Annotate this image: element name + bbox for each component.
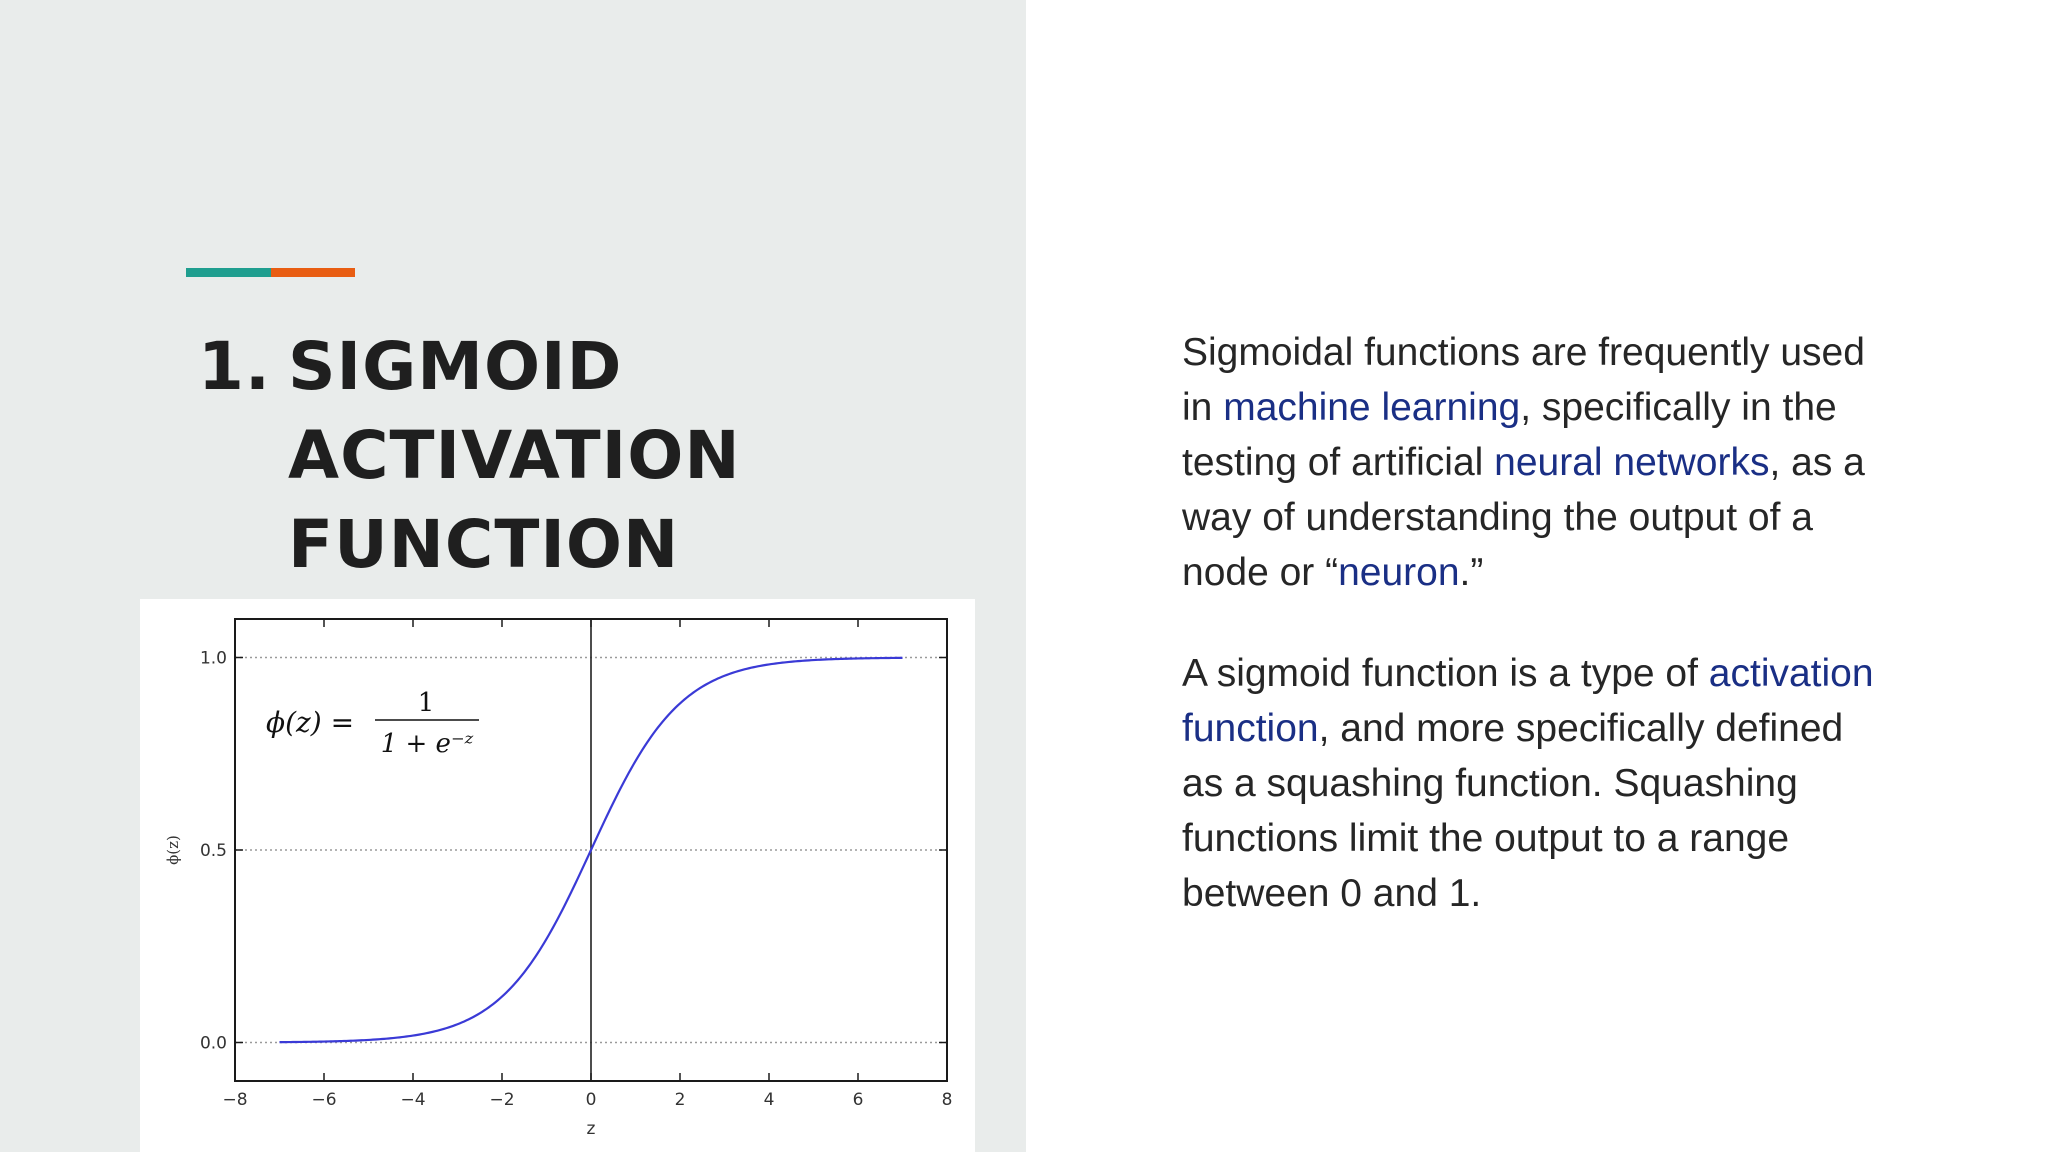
paragraph-1-line-5 xyxy=(1182,545,1922,600)
link-activation-function-cont[interactable]: function xyxy=(1182,707,1319,750)
paragraph-2-line-4 xyxy=(1182,811,1922,866)
text-run: node or “ xyxy=(1182,551,1339,594)
text-run: in xyxy=(1182,386,1224,429)
formula-lhs: ϕ(z) = xyxy=(266,706,355,739)
text-run: functions limit the output to a range xyxy=(1182,817,1790,860)
paragraph-2-line-1 xyxy=(1182,646,1922,701)
text-run: as a squashing function. Squashing xyxy=(1182,762,1798,805)
x-tick-label: 4 xyxy=(763,1090,775,1110)
paragraph-1-line-2 xyxy=(1182,380,1922,435)
formula-numerator: 1 xyxy=(417,688,435,718)
paragraph-2 xyxy=(1182,646,1922,921)
title-line-3: FUNCTION xyxy=(288,506,680,583)
paragraph-2-line-3 xyxy=(1182,756,1922,811)
x-tick-label: −8 xyxy=(222,1090,248,1110)
text-run: way of understanding the output of a xyxy=(1182,496,1813,539)
formula-denominator: 1 + e⁻ᶻ xyxy=(380,729,474,759)
x-tick-label: −2 xyxy=(489,1090,515,1110)
text-run: .” xyxy=(1459,551,1484,594)
link-neural-networks[interactable]: neural networks xyxy=(1494,441,1770,484)
text-run: testing of artificial xyxy=(1182,441,1495,484)
text-run: , as a xyxy=(1769,441,1865,484)
x-tick-label: 0 xyxy=(585,1090,597,1110)
chart-svg xyxy=(140,599,975,1152)
title-line-1: SIGMOID xyxy=(288,328,623,405)
y-axis-label: ϕ(z) xyxy=(164,835,182,865)
x-axis-label: z xyxy=(586,1119,596,1139)
text-run: , and more specifically defined xyxy=(1318,707,1844,750)
slide-title xyxy=(288,322,741,589)
text-run: Sigmoidal functions are frequently used xyxy=(1182,331,1865,374)
text-run: A sigmoid function is a type of xyxy=(1182,652,1709,695)
text-run: , specifically in the xyxy=(1520,386,1837,429)
title-line-2: ACTIVATION xyxy=(288,417,741,494)
link-machine-learning[interactable]: machine learning xyxy=(1223,386,1521,429)
sigmoid-chart xyxy=(140,599,975,1152)
paragraph-1 xyxy=(1182,325,1922,600)
title-number: 1. xyxy=(198,328,271,405)
paragraph-2-line-5 xyxy=(1182,866,1922,921)
y-tick-label: 0.5 xyxy=(199,841,227,861)
y-tick-label: 1.0 xyxy=(199,648,227,669)
x-tick-label: 2 xyxy=(674,1090,686,1110)
y-tick-label: 0.0 xyxy=(199,1033,227,1054)
paragraph-1-line-4 xyxy=(1182,490,1922,545)
link-activation-function[interactable]: activation xyxy=(1708,652,1874,695)
accent-bar-teal xyxy=(186,268,271,277)
link-neuron[interactable]: neuron xyxy=(1338,551,1460,594)
x-tick-label: −6 xyxy=(311,1090,337,1110)
paragraph-1-line-3 xyxy=(1182,435,1922,490)
text-run: between 0 and 1. xyxy=(1182,872,1482,915)
x-tick-label: 6 xyxy=(852,1090,864,1110)
body-text xyxy=(1182,325,1922,967)
paragraph-2-line-2 xyxy=(1182,701,1922,756)
paragraph-1-line-1 xyxy=(1182,325,1922,380)
x-tick-label: 8 xyxy=(941,1090,953,1110)
accent-bar-orange xyxy=(271,268,355,277)
x-tick-label: −4 xyxy=(400,1090,426,1110)
